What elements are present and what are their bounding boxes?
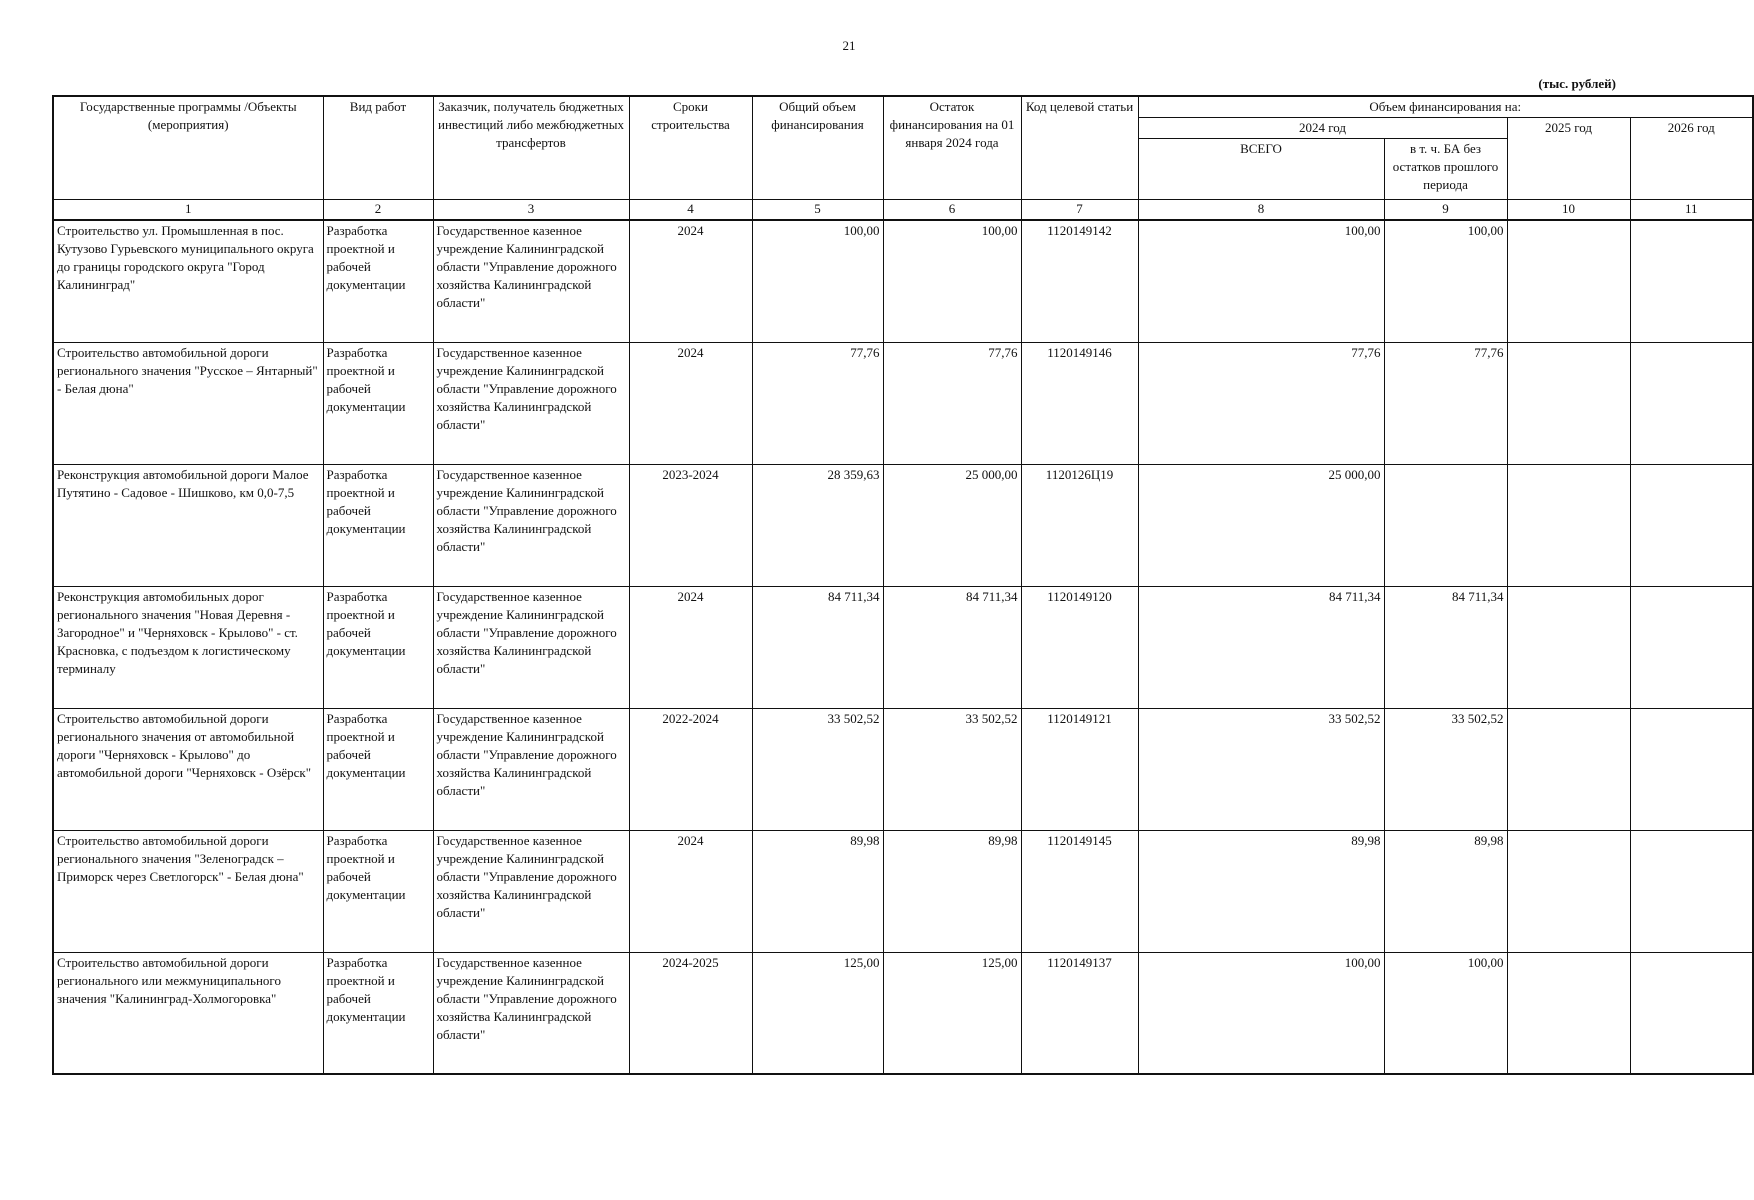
- customer: Государственное казенное учреждение Калининградской области "Управление дорожного хозяйства Калининградской области": [433, 342, 629, 464]
- customer: Государственное казенное учреждение Калининградской области "Управление дорожного хозяйства Калининградской области": [433, 708, 629, 830]
- target-code: 1120149142: [1021, 220, 1138, 342]
- total-volume: 84 711,34: [752, 586, 883, 708]
- header-work-type: Вид работ: [323, 96, 433, 200]
- object-name: Строительство автомобильной дороги регионального значения "Зеленоградск – Приморск через Светлогорск" - Белая дюна": [53, 830, 323, 952]
- funding-2025: [1507, 586, 1630, 708]
- table-row: [53, 464, 1753, 586]
- work-type: Разработка проектной и рабочей документации: [323, 830, 433, 952]
- ba-2024: 84 711,34: [1384, 586, 1507, 708]
- target-code: 1120149146: [1021, 342, 1138, 464]
- funding-2025: [1507, 464, 1630, 586]
- customer: Государственное казенное учреждение Калининградской области "Управление дорожного хозяйства Калининградской области": [433, 220, 629, 342]
- object-name: Строительство автомобильной дороги регионального значения "Русское – Янтарный" - Белая дюна": [53, 342, 323, 464]
- target-code: 1120149145: [1021, 830, 1138, 952]
- work-type: Разработка проектной и рабочей документации: [323, 464, 433, 586]
- work-type: Разработка проектной и рабочей документации: [323, 708, 433, 830]
- column-number: 5: [752, 200, 883, 221]
- remainder: 77,76: [883, 342, 1021, 464]
- target-code: 1120149120: [1021, 586, 1138, 708]
- construction-term: 2024-2025: [629, 952, 752, 1074]
- column-number: 1: [53, 200, 323, 221]
- header-objects: Государственные программы /Объекты (мероприятия): [53, 96, 323, 200]
- table-header: [53, 96, 1753, 220]
- column-number: 6: [883, 200, 1021, 221]
- total-volume: 33 502,52: [752, 708, 883, 830]
- total-2024: 100,00: [1138, 220, 1384, 342]
- table-row: [53, 708, 1753, 830]
- total-2024: 84 711,34: [1138, 586, 1384, 708]
- target-code: 1120149121: [1021, 708, 1138, 830]
- header-term: Сроки строительства: [629, 96, 752, 200]
- column-number: 10: [1507, 200, 1630, 221]
- column-number: 8: [1138, 200, 1384, 221]
- funding-2026: [1630, 464, 1753, 586]
- construction-term: 2024: [629, 586, 752, 708]
- header-customer: Заказчик, получатель бюджетных инвестиций либо межбюджетных трансфертов: [433, 96, 629, 200]
- header-funding: Объем финансирования на:: [1138, 96, 1753, 118]
- header-year-2026: 2026 год: [1630, 118, 1753, 200]
- header-incl-ba: в т. ч. БА без остатков прошлого периода: [1384, 139, 1507, 200]
- ba-2024: [1384, 464, 1507, 586]
- funding-2025: [1507, 342, 1630, 464]
- funding-2026: [1630, 952, 1753, 1074]
- customer: Государственное казенное учреждение Калининградской области "Управление дорожного хозяйства Калининградской области": [433, 952, 629, 1074]
- table-body: [53, 220, 1753, 1074]
- ba-2024: 77,76: [1384, 342, 1507, 464]
- total-volume: 100,00: [752, 220, 883, 342]
- table-row: [53, 586, 1753, 708]
- ba-2024: 33 502,52: [1384, 708, 1507, 830]
- object-name: Строительство ул. Промышленная в пос. Кутузово Гурьевского муниципального округа до границы городского округа "Город Калининград": [53, 220, 323, 342]
- total-2024: 25 000,00: [1138, 464, 1384, 586]
- table-row: [53, 342, 1753, 464]
- total-2024: 100,00: [1138, 952, 1384, 1074]
- target-code: 1120126Ц19: [1021, 464, 1138, 586]
- funding-2025: [1507, 708, 1630, 830]
- total-2024: 89,98: [1138, 830, 1384, 952]
- work-type: Разработка проектной и рабочей документации: [323, 220, 433, 342]
- object-name: Строительство автомобильной дороги регионального или межмуниципального значения "Калининград-Холмогоровка": [53, 952, 323, 1074]
- page-number: 21: [842, 38, 856, 53]
- table-row: [53, 952, 1753, 1074]
- object-name: Реконструкция автомобильной дороги Малое Путятино - Садовое - Шишково, км 0,0-7,5: [53, 464, 323, 586]
- target-code: 1120149137: [1021, 952, 1138, 1074]
- header-remainder: Остаток финансирования на 01 января 2024 года: [883, 96, 1021, 200]
- funding-2026: [1630, 220, 1753, 342]
- work-type: Разработка проектной и рабочей документации: [323, 952, 433, 1074]
- construction-term: 2024: [629, 830, 752, 952]
- header-code: Код целевой статьи: [1021, 96, 1138, 200]
- funding-2026: [1630, 830, 1753, 952]
- funding-2026: [1630, 586, 1753, 708]
- units-label: (тыс. рублей): [1538, 76, 1616, 91]
- column-number: 4: [629, 200, 752, 221]
- funding-2025: [1507, 220, 1630, 342]
- funding-2026: [1630, 342, 1753, 464]
- customer: Государственное казенное учреждение Калининградской области "Управление дорожного хозяйства Калининградской области": [433, 464, 629, 586]
- total-volume: 125,00: [752, 952, 883, 1074]
- header-total-2024: ВСЕГО: [1138, 139, 1384, 200]
- construction-term: 2023-2024: [629, 464, 752, 586]
- object-name: Реконструкция автомобильных дорог регионального значения "Новая Деревня - Загородное" и "Черняховск - Крылово" - ст. Красновка, с подъездом к логистическому терминалу: [53, 586, 323, 708]
- ba-2024: 89,98: [1384, 830, 1507, 952]
- header-total-volume: Общий объем финансирования: [752, 96, 883, 200]
- column-numbers-row: [53, 200, 1753, 221]
- header-year-2024: 2024 год: [1138, 118, 1507, 139]
- work-type: Разработка проектной и рабочей документации: [323, 586, 433, 708]
- customer: Государственное казенное учреждение Калининградской области "Управление дорожного хозяйства Калининградской области": [433, 830, 629, 952]
- funding-2026: [1630, 708, 1753, 830]
- funding-2025: [1507, 830, 1630, 952]
- header-year-2025: 2025 год: [1507, 118, 1630, 200]
- object-name: Строительство автомобильной дороги регионального значения от автомобильной дороги "Черняховск - Крылово" до автомобильной дороги "Черняховск - Озёрск": [53, 708, 323, 830]
- table-row: [53, 830, 1753, 952]
- work-type: Разработка проектной и рабочей документации: [323, 342, 433, 464]
- ba-2024: 100,00: [1384, 220, 1507, 342]
- customer: Государственное казенное учреждение Калининградской области "Управление дорожного хозяйства Калининградской области": [433, 586, 629, 708]
- total-2024: 33 502,52: [1138, 708, 1384, 830]
- total-volume: 89,98: [752, 830, 883, 952]
- remainder: 100,00: [883, 220, 1021, 342]
- remainder: 125,00: [883, 952, 1021, 1074]
- construction-term: 2024: [629, 342, 752, 464]
- remainder: 33 502,52: [883, 708, 1021, 830]
- remainder: 84 711,34: [883, 586, 1021, 708]
- financing-table: [52, 95, 1754, 1075]
- total-volume: 77,76: [752, 342, 883, 464]
- construction-term: 2022-2024: [629, 708, 752, 830]
- total-2024: 77,76: [1138, 342, 1384, 464]
- column-number: 7: [1021, 200, 1138, 221]
- total-volume: 28 359,63: [752, 464, 883, 586]
- remainder: 89,98: [883, 830, 1021, 952]
- column-number: 2: [323, 200, 433, 221]
- remainder: 25 000,00: [883, 464, 1021, 586]
- table-row: [53, 220, 1753, 342]
- column-number: 3: [433, 200, 629, 221]
- funding-2025: [1507, 952, 1630, 1074]
- column-number: 11: [1630, 200, 1753, 221]
- column-number: 9: [1384, 200, 1507, 221]
- construction-term: 2024: [629, 220, 752, 342]
- ba-2024: 100,00: [1384, 952, 1507, 1074]
